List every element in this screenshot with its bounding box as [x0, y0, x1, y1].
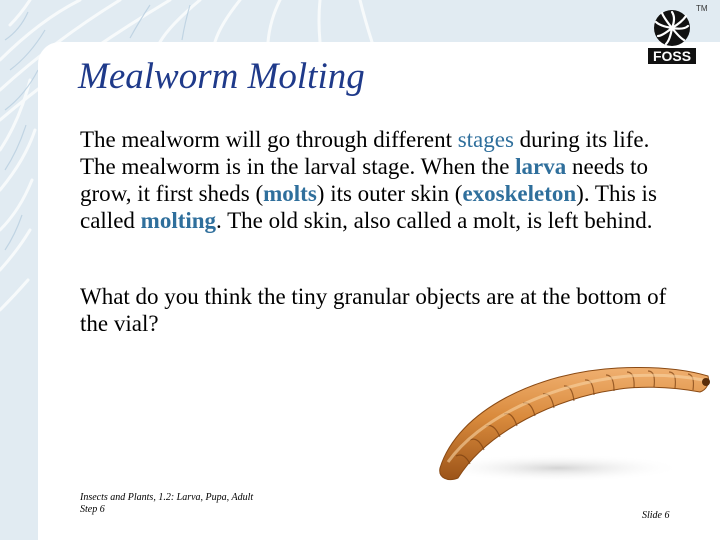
footer-source-line-1: Insects and Plants, 1.2: Larva, Pupa, Adult: [80, 492, 254, 503]
para1-text-3: needs to grow, it first sheds (: [80, 154, 649, 206]
term-larva: larva: [515, 154, 567, 179]
body-paragraph-1: [80, 126, 680, 234]
para1-text-2: during its life. The mealworm is in the larval stage. When the: [80, 127, 650, 179]
trademark-label: TM: [696, 4, 708, 13]
para1-text-4: ) its outer skin (: [316, 181, 463, 206]
page-title: Mealworm Molting: [78, 56, 365, 97]
para1-text-5: ). This is called: [80, 181, 657, 233]
term-stages: stages: [457, 127, 514, 152]
footer-source: [80, 492, 253, 516]
term-exoskeleton: exoskeleton: [462, 181, 577, 206]
footer-source-line-2: Step 6: [80, 504, 105, 515]
foss-logo-text: FOSS: [652, 48, 692, 64]
term-molting: molting: [140, 208, 217, 233]
body-paragraph-2: What do you think the tiny granular objects are at the bottom of the vial?: [80, 284, 667, 336]
para1-text-1: The mealworm will go through different: [80, 127, 458, 152]
foss-logo-icon: [640, 4, 704, 68]
mealworm-image: [418, 340, 718, 500]
slide-number: Slide 6: [642, 510, 670, 521]
para1-text-6: . The old skin, also called a molt, is left behind.: [216, 208, 653, 233]
term-molts: molts: [263, 181, 317, 206]
